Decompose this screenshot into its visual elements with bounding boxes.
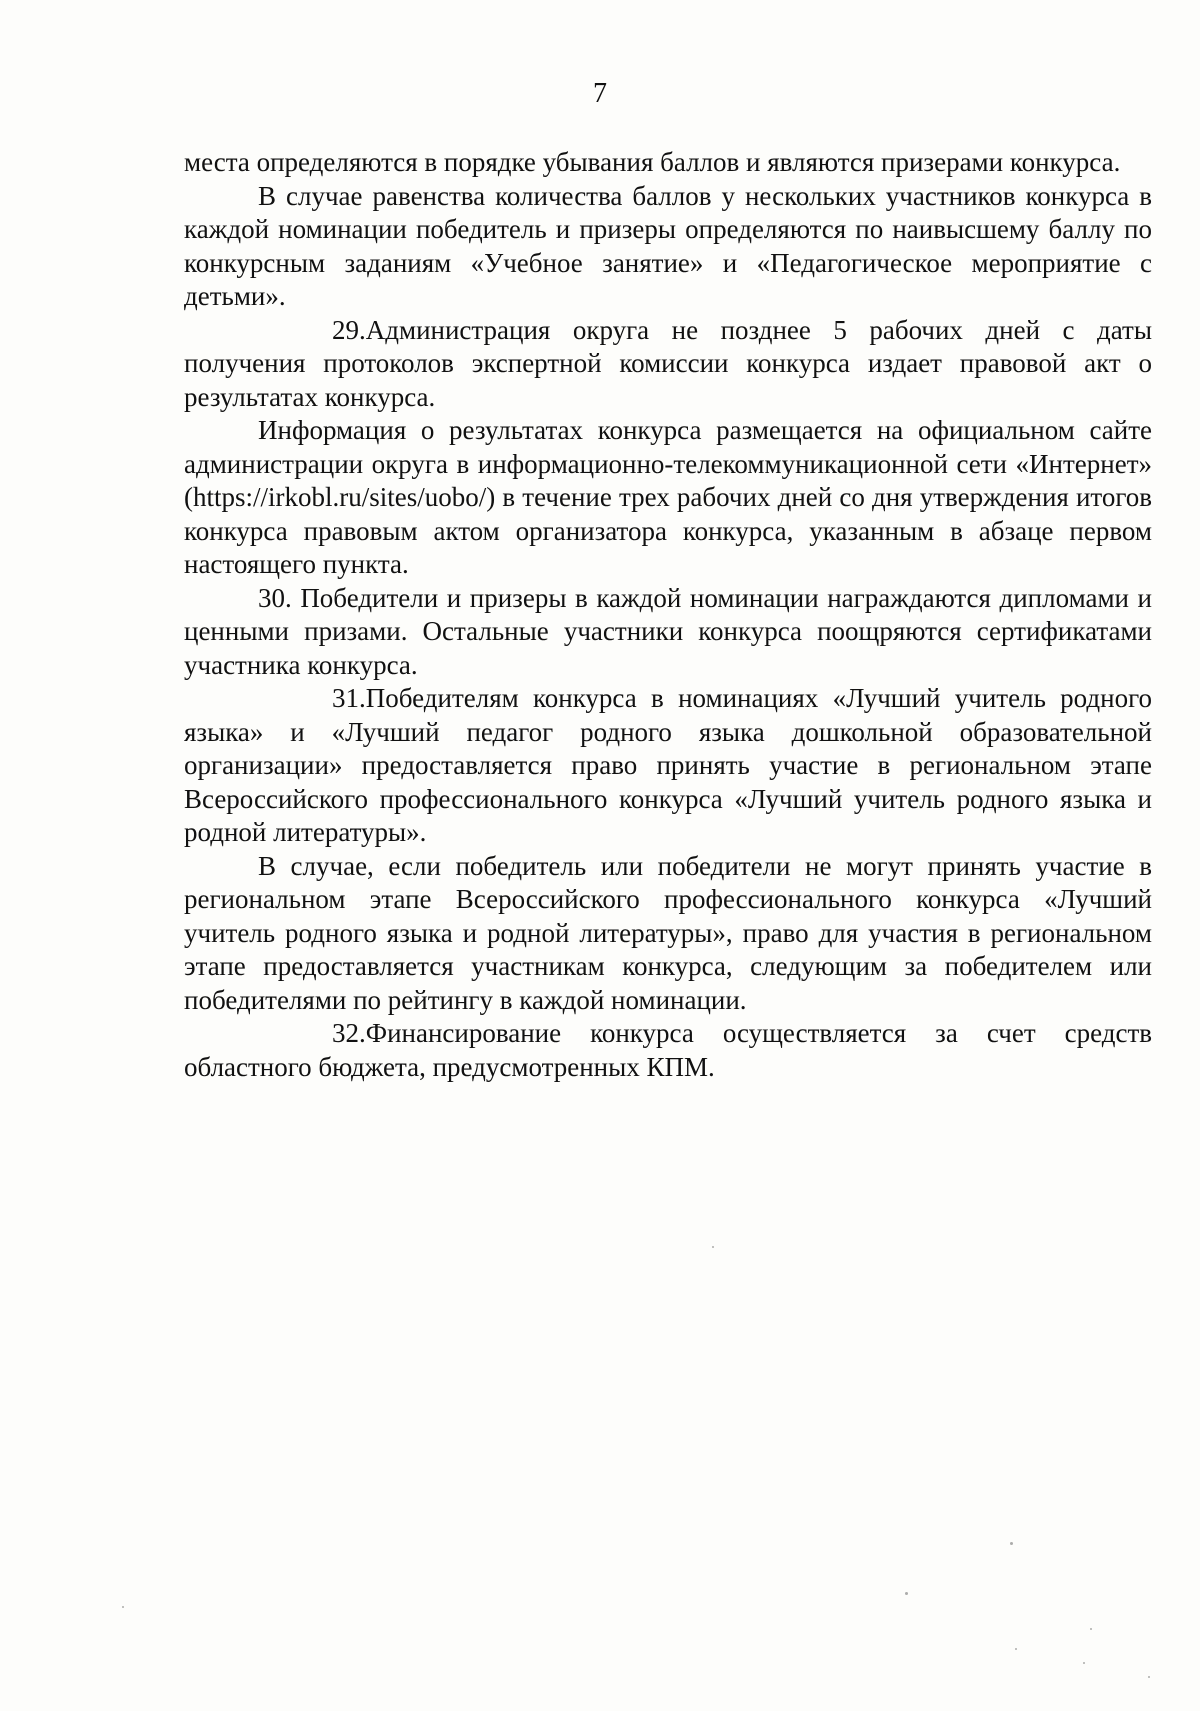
clause-number: 32. <box>332 1018 366 1048</box>
paragraph-results-info <box>184 414 1152 582</box>
scan-speck <box>712 1246 714 1248</box>
clause-number: 29. <box>332 314 366 345</box>
scan-speck <box>1083 1662 1085 1664</box>
scan-speck <box>1090 1628 1092 1630</box>
clause-30 <box>184 582 1152 683</box>
scan-speck <box>905 1592 908 1595</box>
clause-number: 30. <box>258 582 292 613</box>
paragraph-text: В случае, если победитель или победители не могут принять участие в региональном этапе Всероссийского профессионального конкурса «Лучший учитель родного языка и родной литературы», право для участия в региональном этапе предоставляется участникам конкурса, следующим за победителем или победителями по рейтингу в каждой номинации. <box>184 850 1152 1015</box>
page-number: 7 <box>593 78 607 109</box>
scan-speck <box>122 1606 124 1608</box>
paragraph-text: Информация о результатах конкурса размещается на официальном сайте администрации округа в информационно-телекоммуникационной сети «Интернет» (https://irkobl.ru/sites/uobo/) в течение трех рабочих дней со дня утверждения итогов конкурса правовым актом организатора конкурса, указанным в абзаце первом настоящего пункта. <box>184 415 1152 579</box>
paragraph-substitution <box>184 850 1152 1018</box>
paragraph-text: Финансирование конкурса осуществляется за счет средств областного бюджета, предусмотренных КПМ. <box>184 1018 1152 1082</box>
paragraph-continuation <box>184 146 1152 180</box>
paragraph-tie-break <box>184 180 1152 314</box>
scan-speck <box>1015 1648 1017 1650</box>
clause-31 <box>184 682 1152 850</box>
clause-number: 31. <box>332 683 366 713</box>
scan-speck <box>1010 1542 1013 1545</box>
paragraph-text: Победителям конкурса в номинациях «Лучший учитель родного языка» и «Лучший педагог родного языка дошкольной образовательной организации» предоставляется право принять участие в региональном этапе Всероссийского профессионального конкурса «Лучший учитель родного языка и родной литературы». <box>184 683 1152 847</box>
document-body <box>184 146 1152 1084</box>
paragraph-text: Администрация округа не позднее 5 рабочих дней с даты получения протоколов экспертной комиссии конкурса издает правовой акт о результатах конкурса. <box>184 314 1152 412</box>
paragraph-text: Победители и призеры в каждой номинации награждаются дипломами и ценными призами. Остальные участники конкурса поощряются сертификатами участника конкурса. <box>184 582 1152 680</box>
clause-32 <box>184 1017 1152 1084</box>
paragraph-text: В случае равенства количества баллов у нескольких участников конкурса в каждой номинации победитель и призеры определяются по наивысшему баллу по конкурсным заданиям «Учебное занятие» и «Педагогическое мероприятие с детьми». <box>184 180 1152 311</box>
scan-speck <box>1148 1676 1150 1678</box>
paragraph-text: места определяются в порядке убывания баллов и являются призерами конкурса. <box>184 147 1121 177</box>
clause-29 <box>184 314 1152 415</box>
